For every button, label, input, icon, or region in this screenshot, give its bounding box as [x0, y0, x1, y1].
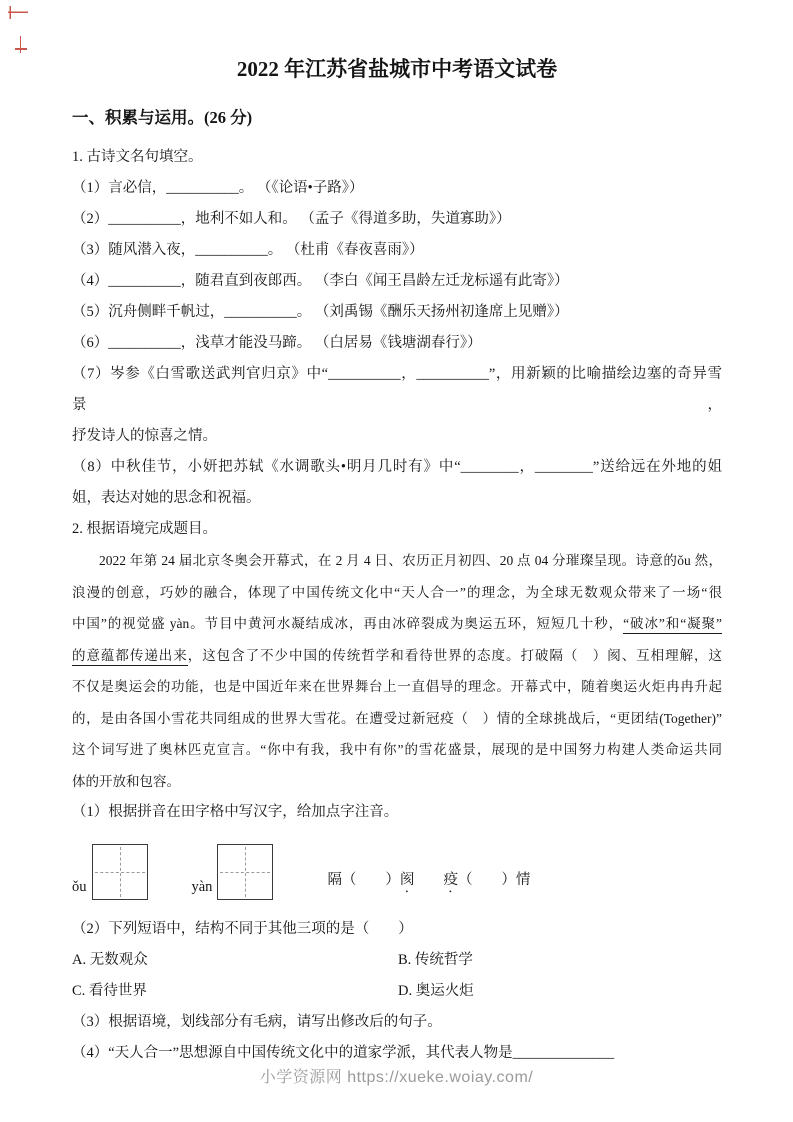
red-annotation-mark	[15, 36, 27, 53]
passage-line-7: 这个词写进了奥林匹克宣言。“你中有我，我中有你”的雪花盛景，展现的是中国努力构建人类命运共同	[72, 742, 722, 757]
passage-line-3: 中国”的视觉盛 yàn。节目中黄河水凝结成冰，再由冰碎裂成为奥运五环，短短几十秒，“破冰”和“凝聚”	[72, 608, 722, 640]
option-row-cd	[72, 976, 722, 1007]
tianzige-grid-1	[92, 844, 148, 900]
underlined-text: 的意蕴都传递出来	[72, 648, 188, 666]
q2-passage	[72, 545, 722, 797]
option-a: A. 无数观众	[72, 952, 148, 968]
q2-sub2-stem: （2）下列短语中，结构不同于其他三项的是（ ）	[72, 921, 413, 937]
q1-item-3: （3）随风潜入夜，__________。 （杜甫《春夜喜雨》）	[72, 242, 424, 258]
passage-line-6: 的，是由各国小雪花共同组成的世界大雪花。在遭受过新冠疫（ ）情的全球挑战后，“更团结(Together)”	[72, 710, 722, 726]
q1-item-2: （2）__________，地利不如人和。 （孟子《得道多助，失道寡助》）	[72, 211, 511, 227]
passage-line-8: 体的开放和包容。	[72, 773, 180, 789]
q1-item-8-line-2: 姐，表达对她的思念和祝福。	[72, 490, 261, 506]
passage-line-4: 的意蕴都传递出来，这包含了不少中国的传统哲学和看待世界的态度。打破隔（ ）阂、互相理解，这	[72, 640, 722, 672]
q1-stem: 1. 古诗文名句填空。	[72, 149, 203, 165]
q1-item-7-line-1: （7）岑参《白雪歌送武判官归京》中“__________，__________”，用新颖的比喻描绘边塞的奇异雪景，	[72, 366, 722, 413]
q2-sub3-stem: （3）根据语境，划线部分有毛病，请写出修改后的句子。	[72, 1014, 442, 1030]
q2-sub1-stem: （1）根据拼音在田字格中写汉字，给加点字注音。	[72, 804, 399, 820]
site-watermark: 小学资源网 https://xueke.woiay.com/	[259, 1069, 534, 1086]
dotted-char-he: 阂	[399, 872, 415, 888]
q1-item-4: （4）__________，随君直到夜郎西。 （李白《闻王昌龄左迁龙标遥有此寄》）	[72, 273, 569, 289]
section-heading: 一、积累与运用。(26 分)	[72, 108, 253, 127]
tianzige-grid-2	[217, 844, 273, 900]
passage-line-1: 2022 年第 24 届北京冬奥会开幕式，在 2 月 4 日、农历正月初四、20 点 04 分璀璨呈现。诗意的ǒu 然，	[99, 553, 722, 568]
option-d: D. 奥运火炬	[398, 983, 474, 999]
dotted-char-yi: 疫	[443, 872, 458, 888]
underlined-text: “破冰”和“凝聚”	[623, 616, 722, 634]
q1-item-1: （1）言必信，__________。 （《论语•子路》）	[72, 180, 364, 196]
zhuyin-words: 隔（ ）阂 疫（ ）情	[327, 872, 531, 888]
pinyin-label-ou: ǒu	[72, 879, 87, 895]
q1-item-5: （5）沉舟侧畔千帆过，__________。 （刘禹锡《酬乐天扬州初逢席上见赠》）	[72, 304, 569, 320]
q2-sub4-stem: （4）“天人合一”思想源自中国传统文化中的道家学派，其代表人物是______________	[72, 1045, 615, 1061]
option-c: C. 看待世界	[72, 983, 147, 999]
q1-item-6: （6）__________，浅草才能没马蹄。 （白居易《钱塘湖春行》）	[72, 335, 482, 351]
option-row-ab	[72, 945, 722, 976]
pinyin-label-yan: yàn	[191, 879, 213, 895]
passage-line-5: 不仅是奥运会的功能，也是中国近年来在世界舞台上一直倡导的理念。开幕式中，随着奥运火炬冉冉升起	[72, 679, 722, 694]
option-b: B. 传统哲学	[398, 952, 473, 968]
page-title: 2022 年江苏省盐城市中考语文试卷	[236, 57, 558, 81]
tianzige-row	[72, 836, 722, 900]
red-annotation-mark	[8, 6, 28, 19]
q2-stem: 2. 根据语境完成题目。	[72, 521, 217, 537]
q1-item-8-line-1: （8）中秋佳节，小妍把苏轼《水调歌头•明月几时有》中“________，________”送给远在外地的姐	[72, 459, 722, 475]
passage-line-2: 浪漫的创意，巧妙的融合，体现了中国传统文化中“天人合一”的理念，为全球无数观众带来了一场“很	[72, 584, 722, 600]
q1-item-7-line-2: 抒发诗人的惊喜之情。	[72, 428, 217, 444]
